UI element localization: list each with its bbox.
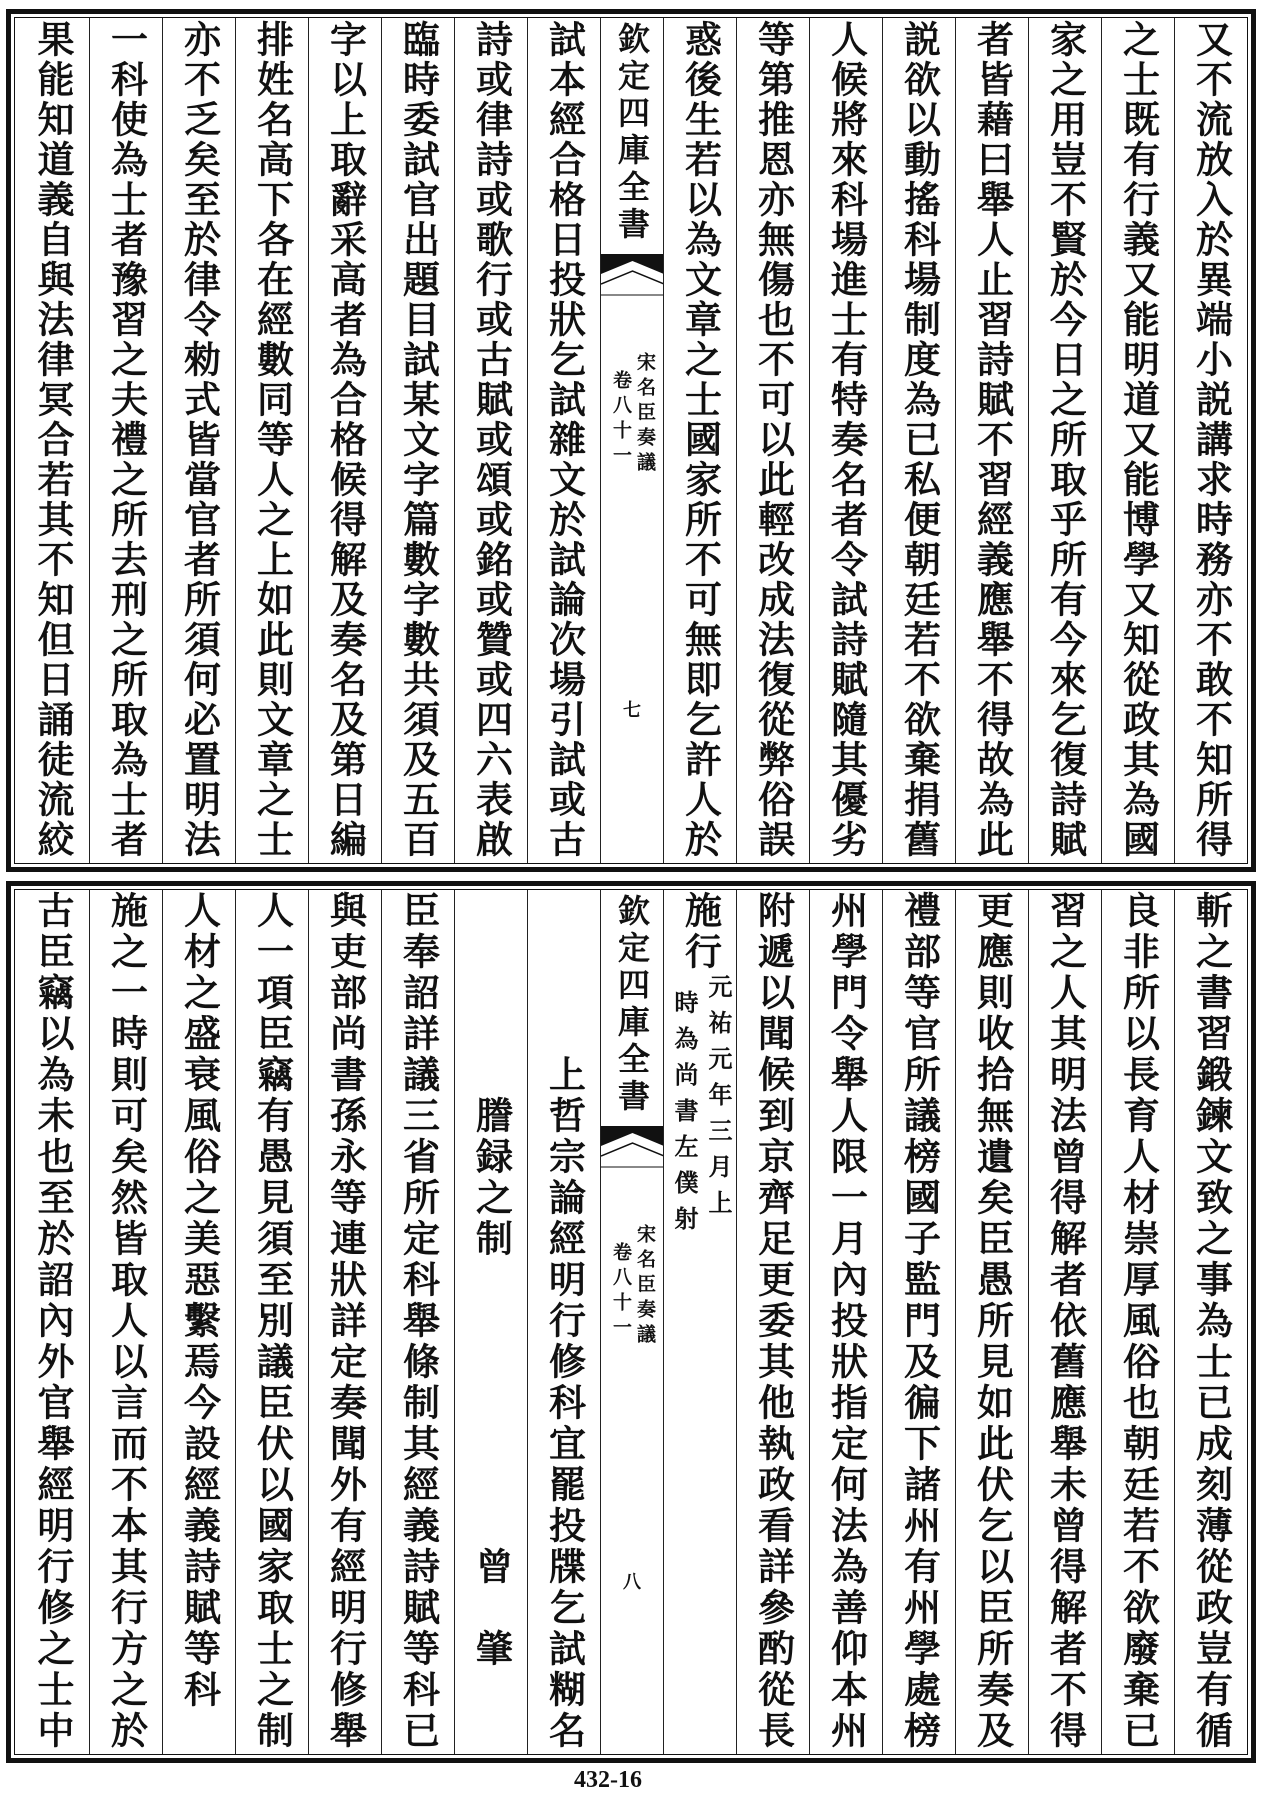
column-text: 果能知道義自與法律冥合若其不知但日誦徒流絞 [31, 20, 75, 860]
column-text: 者皆藉曰舉人止習詩賦不習經義應舉不得故為此 [970, 20, 1015, 860]
text-column [663, 18, 736, 863]
text-column [1101, 18, 1174, 863]
book-title: 欽定四庫全書 [613, 22, 651, 244]
text-column [381, 890, 454, 1754]
column-text: 州學門令舉人限一月內投狀指定何法為善仰本州 [824, 891, 869, 1752]
text-column [1174, 18, 1247, 863]
column-text: 亦不乏矣至於律令勑式皆當官者所須何必置明法 [177, 20, 222, 860]
text-column [1028, 890, 1101, 1754]
center-fold-column [600, 18, 663, 863]
text-column [955, 890, 1028, 1754]
text-column [381, 18, 454, 863]
juan-number: 卷八十一 [610, 1242, 632, 1342]
upper-page-text-area [14, 17, 1248, 864]
column-text: 臨時委試官出題目試某文字篇數字數共須及五百 [396, 20, 441, 860]
column-text: 字以上取辭采高者為合格候得解及奏名及第日編 [323, 20, 368, 860]
column-text: 人材之盛衰風俗之美惡繫焉今設經義詩賦等科 [177, 891, 222, 1711]
column-text: 又不流放入於異端小説講求時務亦不敢不知所得 [1189, 20, 1234, 860]
fish-tail-mark [601, 254, 663, 296]
text-column [235, 890, 308, 1754]
column-text: 詩或律詩或歌行或古賦或頌或銘或贊或四六表啟 [469, 20, 514, 860]
memorial-title-column [527, 890, 600, 1754]
column-text: 惑後生若以為文章之士國家所不可無即乞許人於 [678, 20, 723, 860]
text-column [1174, 890, 1247, 1754]
text-column [1028, 18, 1101, 863]
text-column [308, 18, 381, 863]
column-text: 等第推恩亦無傷也不可以此輕改成法復從弊俗誤 [751, 20, 796, 860]
column-text: 家之用豈不賢於今日之所取乎所有今來乞復詩賦 [1043, 20, 1088, 860]
column-text: 良非所以長育人材崇厚風俗也朝廷若不欲廢棄已 [1116, 891, 1161, 1752]
column-text: 附遞以聞候到京齊足更委其他執政看詳參酌從長 [751, 891, 796, 1752]
text-column [527, 18, 600, 863]
column-text: 古臣竊以為未也至於詔內外官舉經明行修之士中 [31, 891, 75, 1752]
text-column [16, 18, 89, 863]
text-column [308, 890, 381, 1754]
column-text: 試本經合格日投狀乞試雜文於試論次場引試或古 [542, 20, 587, 860]
column-text: 禮部等官所議榜國子監門及徧下諸州有州學處榜 [897, 891, 942, 1752]
page-number: 432-16 [574, 1767, 642, 1793]
text-column [809, 890, 882, 1754]
upper-page-frame [6, 9, 1256, 872]
text-column [235, 18, 308, 863]
text-column [16, 890, 89, 1754]
text-column [882, 18, 955, 863]
lower-page-frame [6, 881, 1256, 1763]
text-column [882, 890, 955, 1754]
text-column [89, 18, 162, 863]
office-note: 時為尚書左僕射 [670, 990, 699, 1242]
text-column [89, 890, 162, 1754]
text-column [162, 18, 235, 863]
juan-number: 卷八十一 [610, 370, 632, 470]
column-text: 更應則收拾無遺矣臣愚所見如此伏乞以臣所奏及 [970, 891, 1015, 1752]
column-text: 排姓名高下各在經數同等人之上如此則文章之士 [250, 20, 295, 860]
text-column [736, 18, 809, 863]
column-text: 臣奉詔詳議三省所定科舉條制其經義詩賦等科已 [396, 891, 441, 1752]
text-column [454, 18, 527, 863]
folio-number: 七 [623, 700, 641, 721]
memorial-title-author-column [454, 890, 527, 1754]
memorial-title: 上哲宗論經明行修科宜罷投牒乞試糊名 [542, 1055, 587, 1752]
lower-page-text-area [14, 889, 1248, 1755]
book-title: 欽定四庫全書 [613, 894, 651, 1116]
date-note: 元祐元年三月上 [704, 974, 733, 1226]
work-title: 宋名臣奏議 [634, 1224, 656, 1349]
column-text: 人候將來科場進士有特奏名者令試詩賦隨其優劣 [824, 20, 869, 860]
column-text: 説欲以動搖科場制度為已私便朝廷若不欲棄捐舊 [897, 20, 942, 860]
text-column [809, 18, 882, 863]
column-text: 一科使為士者豫習之夫禮之所去刑之所取為士者 [104, 20, 149, 860]
closing-text: 施行 [678, 891, 723, 973]
memorial-title-continued: 謄録之制 [469, 1096, 514, 1260]
column-text: 與吏部尚書孫永等連狀詳定奏聞外有經明行修舉 [323, 891, 368, 1752]
text-column [1101, 890, 1174, 1754]
memorial-author: 曾肇 [469, 1547, 514, 1711]
column-text: 施之一時則可矣然皆取人以言而不本其行方之於 [104, 891, 149, 1752]
text-column [162, 890, 235, 1754]
column-text: 之士既有行義又能明道又能博學又知從政其為國 [1116, 20, 1161, 860]
work-title: 宋名臣奏議 [634, 352, 656, 477]
folio-number: 八 [623, 1572, 641, 1593]
column-text: 習之人其明法曾得解者依舊應舉未曾得解者不得 [1043, 891, 1088, 1752]
center-fold-column [600, 890, 663, 1754]
closing-column [663, 890, 736, 1754]
column-text: 人一項臣竊有愚見須至別議臣伏以國家取士之制 [250, 891, 295, 1752]
column-text: 斬之書習鍛鍊文致之事為士已成刻薄從政豈有循 [1189, 891, 1234, 1752]
fish-tail-mark [601, 1126, 663, 1168]
text-column [955, 18, 1028, 863]
text-column [736, 890, 809, 1754]
